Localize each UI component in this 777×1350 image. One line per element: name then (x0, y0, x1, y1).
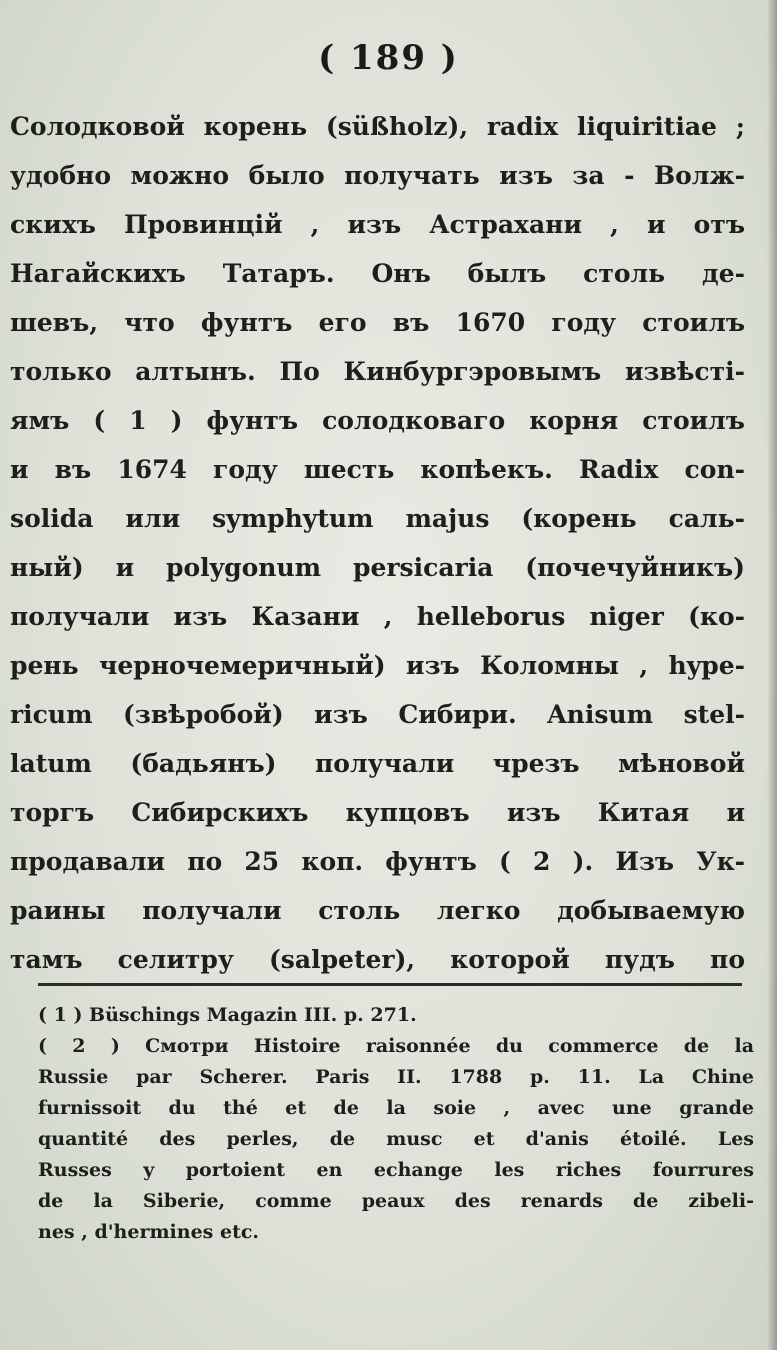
text-line: solida или symphytum majus (корень саль- (10, 504, 745, 533)
text-line: ный) и polygonum persicaria (почечуйникъ) (10, 553, 745, 582)
footnote-line: Russes y portoient en echange les riches fourrures (38, 1159, 754, 1181)
page-spine-shadow (767, 0, 777, 1350)
text-line: и въ 1674 году шесть копѣекъ. Radix con- (10, 455, 745, 484)
text-line: торгъ Сибирскихъ купцовъ изъ Китая и (10, 798, 745, 827)
text-line: Нагайскихъ Татаръ. Онъ былъ столь де- (10, 259, 745, 288)
footnote-line: quantité des perles, de musc et d'anis étoilé. Les (38, 1128, 754, 1150)
text-line: рень черночемеричный) изъ Коломны , hype- (10, 651, 745, 680)
text-line: получали изъ Казани , helleborus niger (ко- (10, 602, 745, 631)
footnote-divider (38, 983, 742, 986)
text-line: ямъ ( 1 ) фунтъ солодковаго корня стоилъ (10, 406, 745, 435)
text-line: latum (бадьянъ) получали чрезъ мѣновой (10, 749, 745, 778)
footnote-line: ( 1 ) Büschings Magazin III. p. 271. (38, 1004, 417, 1026)
text-line: удобно можно было получать изъ за - Волж- (10, 161, 745, 190)
text-line: Солодковой корень (süßholz), radix liquiritiae ; (10, 112, 745, 141)
text-line: тамъ селитру (salpeter), которой пудъ по (10, 945, 745, 974)
footnotes (38, 1000, 754, 1248)
text-line: скихъ Провинцій , изъ Астрахани , и отъ (10, 210, 745, 239)
text-line: продавали по 25 коп. фунтъ ( 2 ). Изъ Ук- (10, 847, 745, 876)
footnote-line: ( 2 ) Смотри Histoire raisonnée du commerce de la (38, 1035, 754, 1057)
footnote-line: de la Siberie, comme peaux des renards de zibeli- (38, 1190, 754, 1212)
text-line: шевъ, что фунтъ его въ 1670 году стоилъ (10, 308, 745, 337)
text-line: раины получали столь легко добываемую (10, 896, 745, 925)
page-number: ( 189 ) (318, 38, 459, 78)
footnote-line: nes , d'hermines etc. (38, 1221, 260, 1243)
text-line: ricum (звѣробой) изъ Сибири. Anisum stel- (10, 700, 745, 729)
main-text (10, 102, 745, 984)
footnote-line: furnissoit du thé et de la soie , avec une grande (38, 1097, 754, 1119)
text-line: только алтынъ. По Кинбургэровымъ извѣсті- (10, 357, 745, 386)
footnote-line: Russie par Scherer. Paris II. 1788 p. 11. La Chine (38, 1066, 754, 1088)
